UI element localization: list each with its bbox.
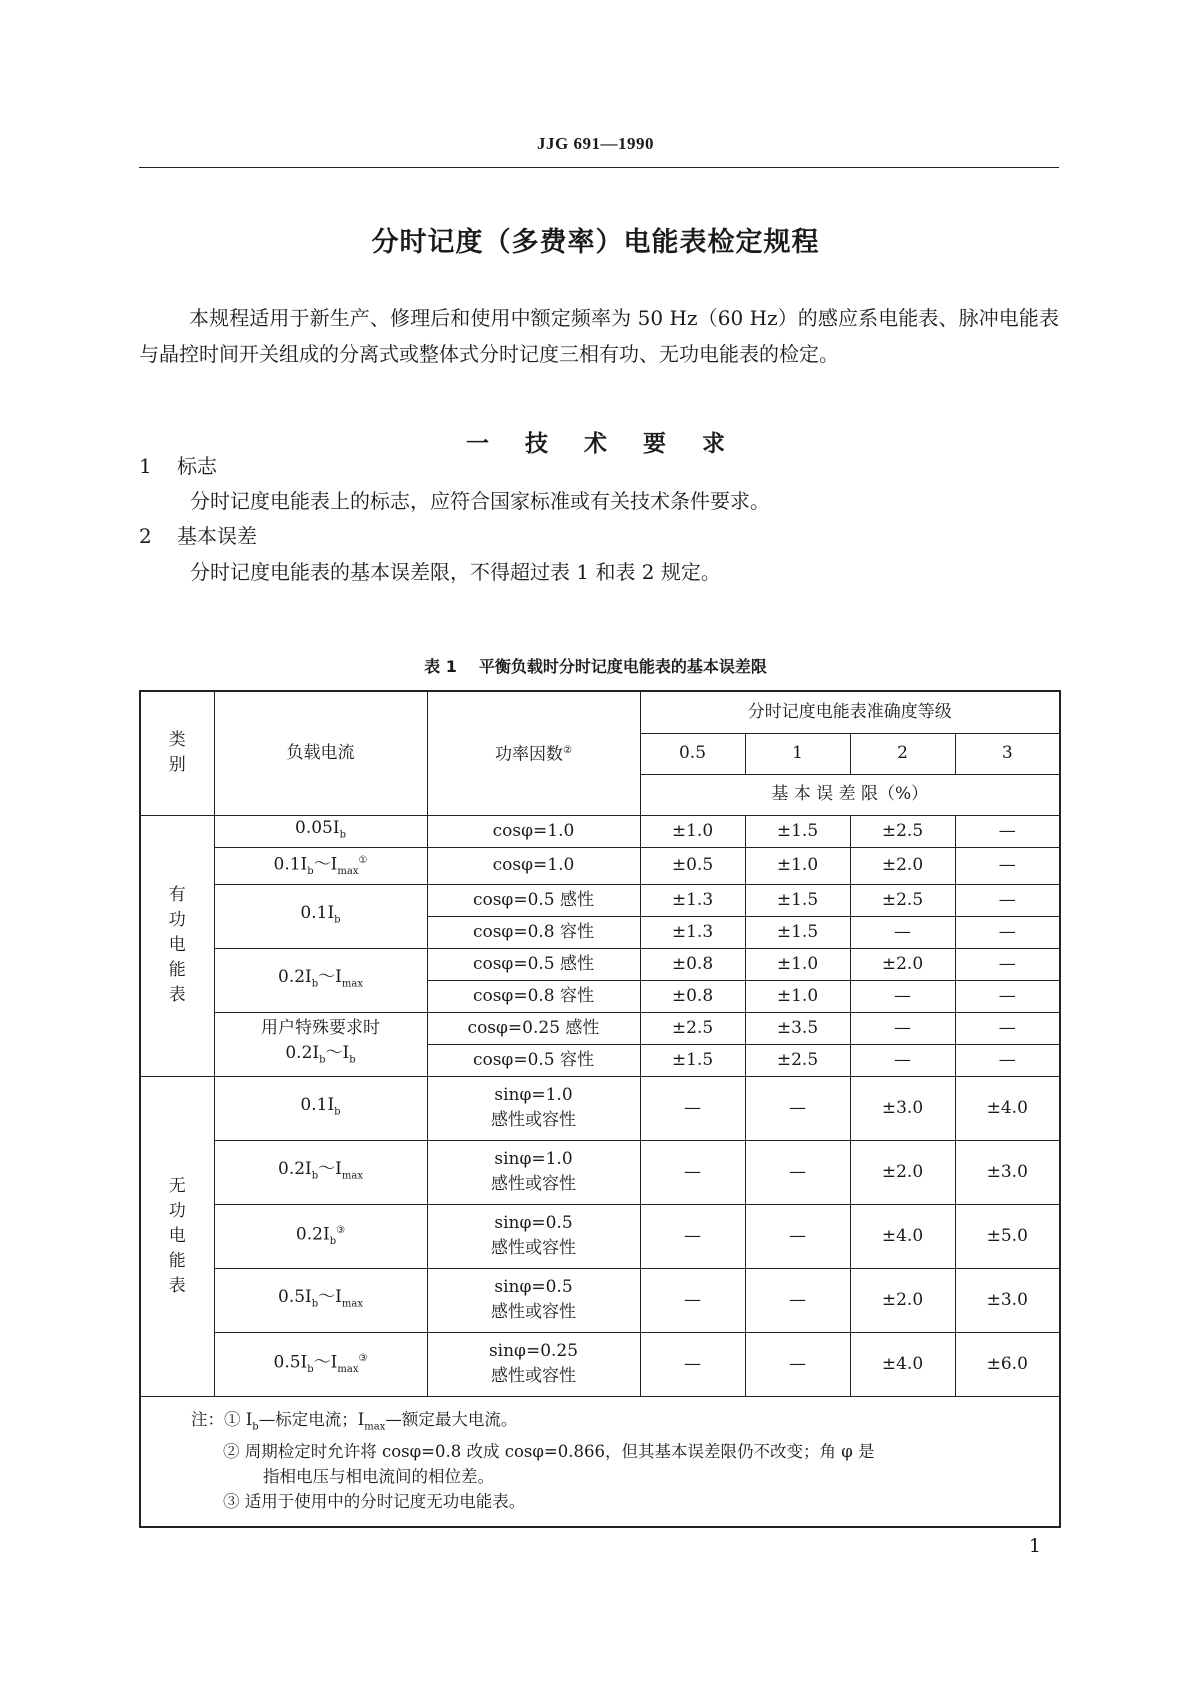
header-class-3: 3 [955, 733, 1060, 774]
error-value: ±3.0 [955, 1140, 1060, 1204]
error-value: — [955, 884, 1060, 916]
power-factor-cell: cosφ=0.5 容性 [427, 1044, 640, 1076]
clause-title: 基本误差 [177, 524, 257, 548]
error-value: ±2.5 [850, 815, 955, 847]
error-value: — [955, 815, 1060, 847]
error-limit-table [139, 690, 1061, 1528]
error-value: — [850, 916, 955, 948]
header-rule [139, 167, 1059, 168]
load-current-cell: $0.5I_b\sim I_{max}^③$ [214, 1332, 427, 1396]
load-current-cell: $0.2I_b\sim I_{max}$ [214, 1140, 427, 1204]
error-value: ±2.0 [850, 1268, 955, 1332]
table-caption-text: 平衡负载时分时记度电能表的基本误差限 [478, 657, 767, 676]
clause-2-body: 分时记度电能表的基本误差限，不得超过表 1 和表 2 规定。 [190, 560, 721, 584]
power-factor-cell: cosφ=1.0 [427, 847, 640, 884]
error-value: ±2.5 [850, 884, 955, 916]
note-2-line-2: 指相电压与相电流间的相位差。 [263, 1467, 494, 1487]
power-factor-cell: cosφ=0.8 容性 [427, 980, 640, 1012]
header-class-2: 2 [850, 733, 955, 774]
error-value: — [745, 1268, 850, 1332]
error-value: ±4.0 [850, 1204, 955, 1268]
clause-number: 2 [139, 524, 152, 548]
error-value: ±4.0 [850, 1332, 955, 1396]
header-category: 类 别 [140, 691, 214, 815]
table-caption [0, 654, 1191, 677]
group-active-meter: 有 功 电 能 表 [140, 815, 214, 1076]
error-value: — [955, 980, 1060, 1012]
load-current-cell: $0.2I_b^③$ [214, 1204, 427, 1268]
error-value: — [745, 1332, 850, 1396]
intro-paragraph: 本规程适用于新生产、修理后和使用中额定频率为 50 Hz（60 Hz）的感应系电能表、脉冲电能表与晶控时间开关组成的分离式或整体式分时记度三相有功、无功电能表的检定。 [139, 306, 1059, 366]
error-value: ±0.5 [640, 847, 745, 884]
clause-1-body: 分时记度电能表上的标志，应符合国家标准或有关技术条件要求。 [190, 489, 770, 513]
power-factor-cell: sinφ=0.25 感性或容性 [427, 1332, 640, 1396]
error-value: ±6.0 [955, 1332, 1060, 1396]
header-class-1: 1 [745, 733, 850, 774]
error-value: ±4.0 [955, 1076, 1060, 1140]
error-value: ±0.8 [640, 948, 745, 980]
error-value: ±2.5 [640, 1012, 745, 1044]
load-current-cell: $0.1I_b$ [214, 1076, 427, 1140]
error-value: ±1.5 [745, 916, 850, 948]
error-value: ±1.0 [640, 815, 745, 847]
power-factor-cell: cosφ=0.8 容性 [427, 916, 640, 948]
clause-number: 1 [139, 454, 152, 478]
error-value: ±2.5 [745, 1044, 850, 1076]
error-value: ±1.5 [745, 815, 850, 847]
header-accuracy-class: 分时记度电能表准确度等级 [640, 691, 1060, 733]
table-caption-label: 表 1 [424, 657, 457, 676]
group-reactive-meter: 无 功 电 能 表 [140, 1076, 214, 1396]
power-factor-cell: cosφ=1.0 [427, 815, 640, 847]
error-value: — [850, 1044, 955, 1076]
page-number: 1 [1028, 1535, 1041, 1557]
error-value: — [640, 1332, 745, 1396]
error-value: — [640, 1204, 745, 1268]
error-value: — [955, 916, 1060, 948]
standard-code: JJG 691—1990 [537, 134, 654, 153]
error-value: ±1.3 [640, 884, 745, 916]
note-2-line-1: ② 周期检定时允许将 cosφ=0.8 改成 cosφ=0.866，但其基本误差限仍不改变；角 φ 是 [223, 1442, 875, 1462]
error-value: — [955, 1012, 1060, 1044]
error-value: ±3.0 [850, 1076, 955, 1140]
error-value: — [745, 1204, 850, 1268]
error-value: ±1.3 [640, 916, 745, 948]
power-factor-cell: cosφ=0.5 感性 [427, 884, 640, 916]
power-factor-cell: sinφ=0.5 感性或容性 [427, 1204, 640, 1268]
clause-1-heading [139, 450, 217, 479]
error-value: ±3.0 [955, 1268, 1060, 1332]
load-current-cell: $0.1I_b$ [214, 884, 427, 948]
table-notes [140, 1396, 1060, 1527]
header-load-current: 负载电流 [214, 691, 427, 815]
header-class-0-5: 0.5 [640, 733, 745, 774]
note-1: 注：① $I_b—$标定电流；$I_{max}—$额定最大电流。 [191, 1409, 518, 1433]
load-current-cell: $0.2I_b\sim I_{max}$ [214, 948, 427, 1012]
power-factor-cell: sinφ=1.0 感性或容性 [427, 1140, 640, 1204]
error-value: ±2.0 [850, 847, 955, 884]
section-title: 一 技 术 要 求 [465, 431, 726, 457]
error-value: ±2.0 [850, 948, 955, 980]
error-value: ±1.0 [745, 847, 850, 884]
error-value: — [955, 1044, 1060, 1076]
load-current-cell: 用户特殊要求时 $0.2I_b\sim I_b$ [214, 1012, 427, 1076]
load-current-cell: $0.05I_b$ [214, 815, 427, 847]
error-value: — [640, 1076, 745, 1140]
error-value: ±5.0 [955, 1204, 1060, 1268]
error-value: — [850, 1012, 955, 1044]
power-factor-cell: sinφ=1.0 感性或容性 [427, 1076, 640, 1140]
error-value: ±1.5 [640, 1044, 745, 1076]
error-value: ±3.5 [745, 1012, 850, 1044]
error-value: — [850, 980, 955, 1012]
error-value: — [745, 1076, 850, 1140]
error-value: — [955, 847, 1060, 884]
error-value: ±1.0 [745, 980, 850, 1012]
error-value: ±0.8 [640, 980, 745, 1012]
power-factor-cell: sinφ=0.5 感性或容性 [427, 1268, 640, 1332]
error-value: ±1.5 [745, 884, 850, 916]
load-current-cell: $0.5I_b\sim I_{max}$ [214, 1268, 427, 1332]
error-value: — [745, 1140, 850, 1204]
clause-title: 标志 [177, 454, 217, 478]
header-power-factor: 功率因数② [427, 691, 640, 815]
document-title: 分时记度（多费率）电能表检定规程 [371, 227, 820, 258]
clause-2-heading [139, 520, 257, 549]
error-value: — [955, 948, 1060, 980]
error-value: ±2.0 [850, 1140, 955, 1204]
load-current-cell: $0.1I_b\sim I_{max}^①$ [214, 847, 427, 884]
error-value: — [640, 1140, 745, 1204]
header-error-limit: 基 本 误 差 限（%） [640, 774, 1060, 815]
note-3: ③ 适用于使用中的分时记度无功电能表。 [223, 1492, 526, 1512]
error-value: — [640, 1268, 745, 1332]
power-factor-cell: cosφ=0.25 感性 [427, 1012, 640, 1044]
error-value: ±1.0 [745, 948, 850, 980]
power-factor-cell: cosφ=0.5 感性 [427, 948, 640, 980]
